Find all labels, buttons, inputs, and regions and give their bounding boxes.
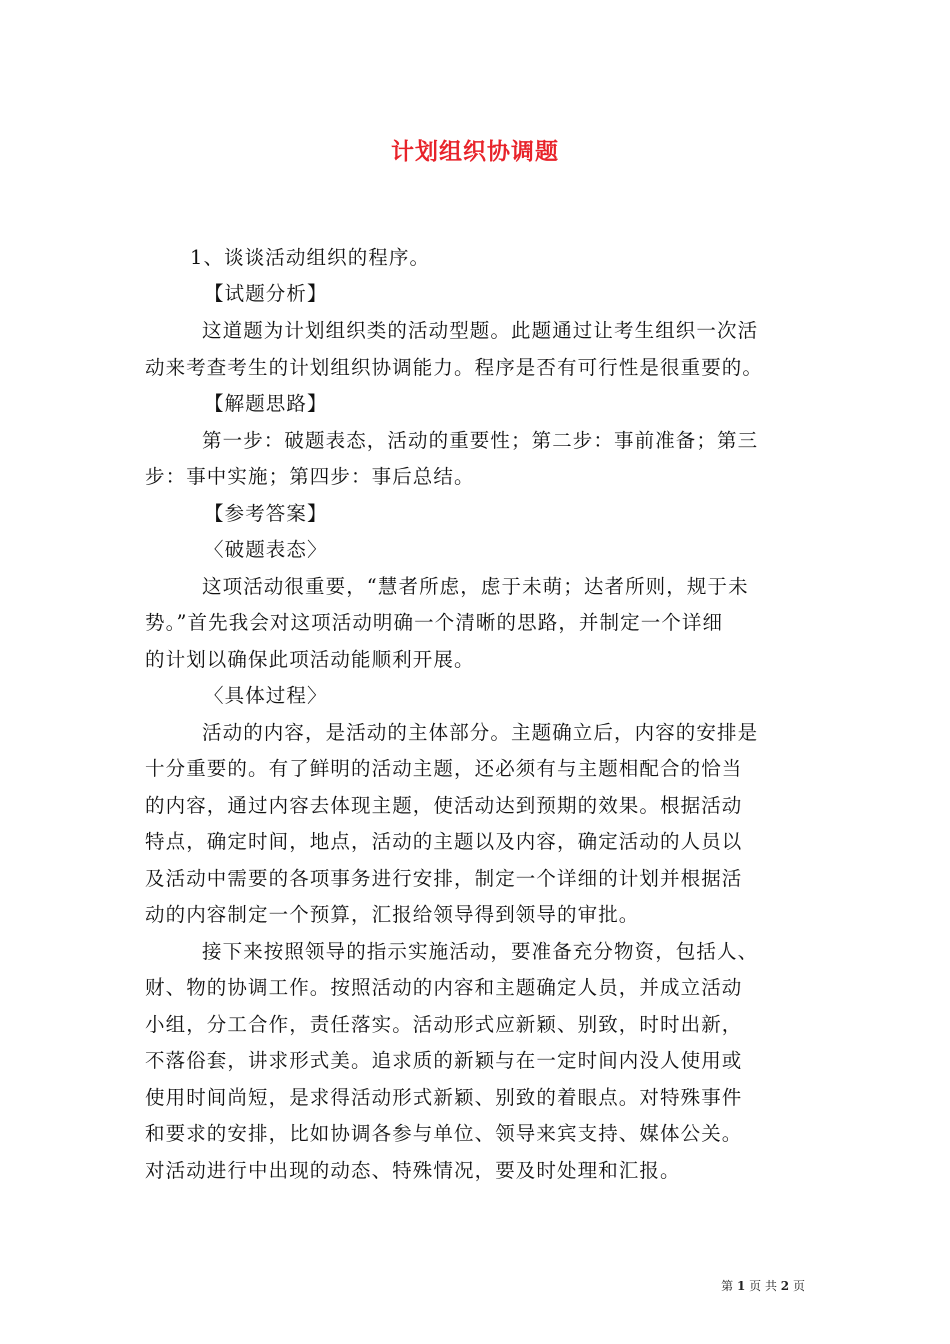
subsection-paragraph-line: 的计划以确保此项活动能顺利开展。 xyxy=(145,648,475,671)
footer-total-pages: 2 xyxy=(780,1279,790,1293)
body-paragraph-line: 小组，分工合作，责任落实。活动形式应新颖、别致，时时出新， xyxy=(145,1013,743,1036)
body-paragraph-line: 财、物的协调工作。按照活动的内容和主题确定人员，并成立活动 xyxy=(145,976,743,999)
page-title: 计划组织协调题 xyxy=(391,138,559,165)
analysis-heading: 【试题分析】 xyxy=(204,282,328,305)
footer-middle: 页 共 xyxy=(749,1279,777,1293)
footer-page-number: 1 xyxy=(736,1279,746,1293)
approach-heading: 【解题思路】 xyxy=(204,392,328,415)
body-paragraph-line: 和要求的安排，比如协调各参与单位、领导来宾支持、媒体公关。 xyxy=(145,1122,743,1145)
body-paragraph-line: 特点，确定时间，地点，活动的主题以及内容，确定活动的人员以 xyxy=(145,830,743,853)
analysis-paragraph-line: 动来考查考生的计划组织协调能力。程序是否有可行性是很重要的。 xyxy=(145,356,764,379)
body-paragraph-line: 接下来按照领导的指示实施活动，要准备充分物资，包括人、 xyxy=(202,940,759,963)
question-line: 1、谈谈活动组织的程序。 xyxy=(190,246,431,269)
subsection-paragraph-line: 这项活动很重要，“慧者所虑，虑于未萌；达者所则，规于未 xyxy=(202,575,749,598)
footer-suffix: 页 xyxy=(792,1279,805,1293)
subsection-heading: 〈具体过程〉 xyxy=(204,684,328,707)
page-footer xyxy=(721,1277,805,1294)
body-paragraph-line: 及活动中需要的各项事务进行安排，制定一个详细的计划并根据活 xyxy=(145,867,743,890)
approach-paragraph-line: 第一步：破题表态，活动的重要性；第二步：事前准备；第三 xyxy=(202,429,759,452)
subsection-heading: 〈破题表态〉 xyxy=(204,538,328,561)
subsection-paragraph-line: 势。”首先我会对这项活动明确一个清晰的思路，并制定一个详细 xyxy=(145,611,724,634)
footer-prefix: 第 xyxy=(721,1279,734,1293)
answer-heading: 【参考答案】 xyxy=(204,502,328,525)
analysis-paragraph-line: 这道题为计划组织类的活动型题。此题通过让考生组织一次活 xyxy=(202,319,759,342)
body-paragraph-line: 动的内容制定一个预算，汇报给领导得到领导的审批。 xyxy=(145,903,640,926)
body-paragraph-line: 的内容，通过内容去体现主题，使活动达到预期的效果。根据活动 xyxy=(145,794,743,817)
body-paragraph-line: 活动的内容，是活动的主体部分。主题确立后，内容的安排是 xyxy=(202,721,759,744)
approach-paragraph-line: 步：事中实施；第四步：事后总结。 xyxy=(145,465,475,488)
body-paragraph-line: 不落俗套，讲求形式美。追求质的新颖与在一定时间内没人使用或 xyxy=(145,1049,743,1072)
body-paragraph-line: 对活动进行中出现的动态、特殊情况，要及时处理和汇报。 xyxy=(145,1159,681,1182)
body-paragraph-line: 使用时间尚短，是求得活动形式新颖、别致的着眼点。对特殊事件 xyxy=(145,1086,743,1109)
body-paragraph-line: 十分重要的。有了鲜明的活动主题，还必须有与主题相配合的恰当 xyxy=(145,757,743,780)
